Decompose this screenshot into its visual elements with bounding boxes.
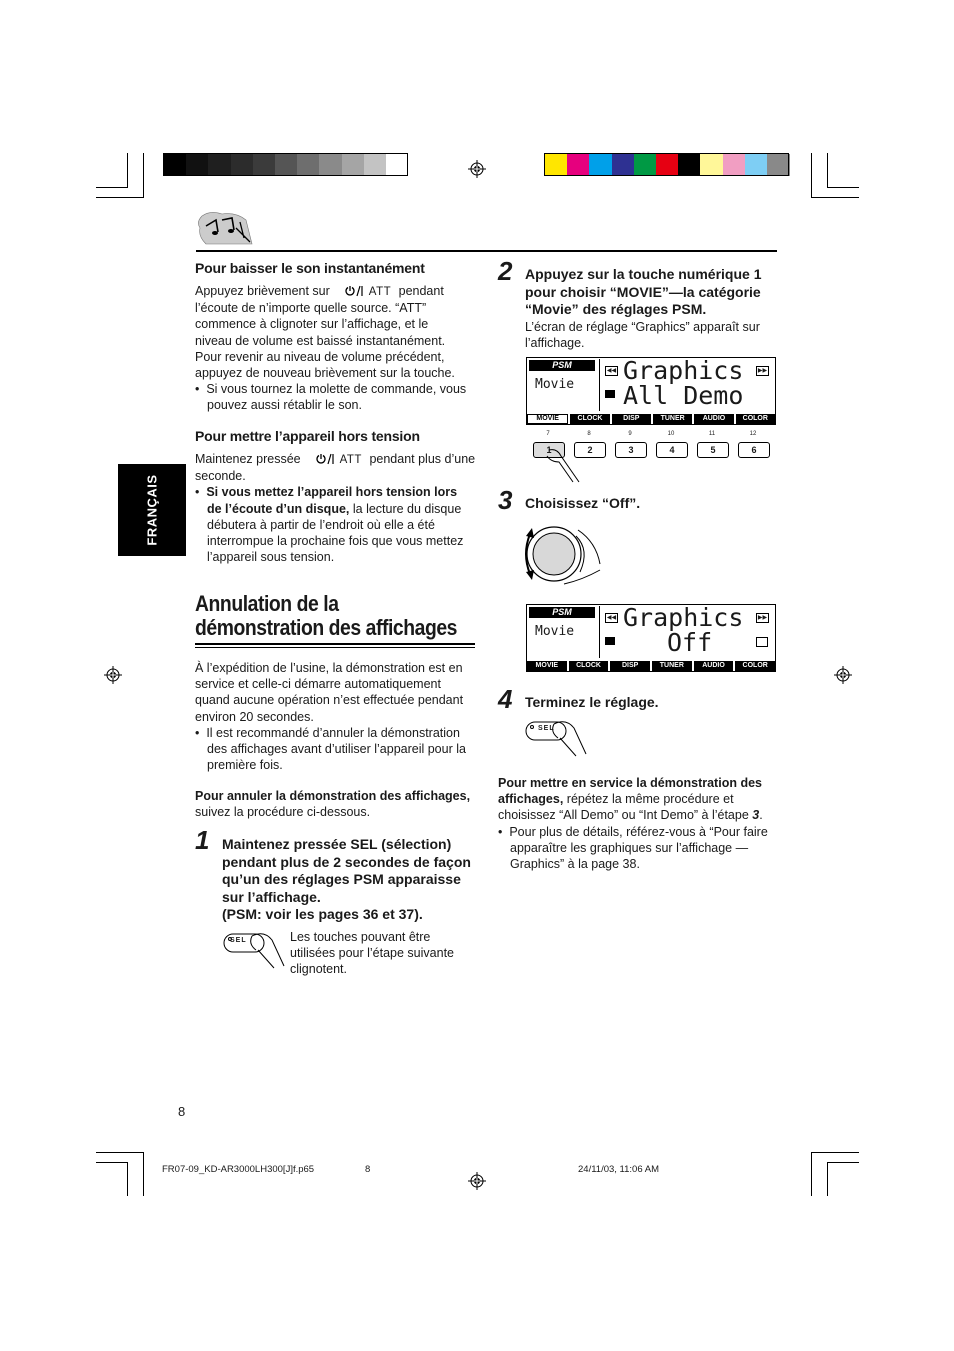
step-number: 3 xyxy=(498,485,513,515)
tab-disp: DISP xyxy=(610,661,650,671)
lcd-display xyxy=(526,604,776,672)
att-label: ATT xyxy=(368,286,392,298)
lcd-divider xyxy=(599,359,600,411)
lcd-tab-row xyxy=(527,661,775,671)
bullet-item: • Si vous mettez l’appareil hors tension lors de l’écoute d’un disque, la lecture du disque débutera à partir de l’endroit où elle a été interrompue la prochaine fois que vous mettez l’appareil sous tension. xyxy=(195,485,464,565)
finger-press-icon xyxy=(545,448,585,484)
language-tab xyxy=(118,464,186,556)
tab-movie: MOVIE xyxy=(527,661,567,671)
header-rule xyxy=(196,250,777,252)
crop-mark xyxy=(96,197,144,198)
registration-mark-icon xyxy=(834,666,852,684)
step-text: Maintenez pressée SEL (sélection) pendant plus de 2 secondes de façon qu’un des réglages PSM apparaisse sur l’affichage. xyxy=(222,836,471,905)
grayscale-bar-border xyxy=(163,153,408,176)
text-line: commence à clignoter sur l’affichage, et le xyxy=(195,317,429,332)
lcd-tab-row xyxy=(527,414,775,424)
text-run: . xyxy=(759,808,763,823)
cancel-instruction xyxy=(195,788,475,820)
left-arrow-icon xyxy=(605,637,615,645)
text-line: Pour revenir au niveau de volume précédent, xyxy=(195,349,445,364)
step-reference: (PSM: voir les pages 36 et 37). xyxy=(222,906,423,922)
step-1-note: Les touches pouvant être utilisées pour l’étape suivante clignotent. xyxy=(290,930,454,977)
color-bar-border xyxy=(544,153,789,176)
step-number: 1 xyxy=(195,825,210,855)
lcd-line-1: Graphics xyxy=(623,603,744,632)
key-alt-number: 10 xyxy=(667,431,675,437)
crop-mark xyxy=(96,1152,144,1153)
power-att-icon xyxy=(314,453,334,465)
text-run: Maintenez pressée xyxy=(195,452,301,466)
sel-button-label: SEL xyxy=(538,725,555,732)
number-key-3: 3 xyxy=(615,442,647,458)
registration-mark-icon xyxy=(468,1172,486,1190)
enable-instruction xyxy=(498,775,778,872)
text-line: appuyez de nouveau brièvement sur la touche. xyxy=(195,366,455,381)
next-icon: ▶▶ xyxy=(757,368,768,374)
number-key-6: 6 xyxy=(738,442,770,458)
lcd-display xyxy=(526,357,776,425)
text-line: l’écoute de n’importe quelle source. “ATT” xyxy=(195,301,427,316)
bullet-text: Pour plus de détails, référez-vous à “Pour faire apparaître les graphiques sur l’affichage —Graphics” à la page 38. xyxy=(509,824,768,872)
text-run: pendant plus d’une xyxy=(369,452,476,466)
lcd-category: Movie xyxy=(535,377,575,392)
tab-disp: DISP xyxy=(612,414,651,424)
step-3-text: Choisissez “Off”. xyxy=(525,495,641,511)
tab-color: COLOR xyxy=(735,661,775,671)
crop-mark xyxy=(827,153,828,187)
bullet-item: • Il est recommandé d’annuler la démonstration des affichages avant d’utiliser l’appareil pour la première fois. xyxy=(195,725,466,773)
crop-mark xyxy=(811,1152,859,1153)
crop-mark xyxy=(811,1152,812,1196)
right-arrow-icon xyxy=(756,637,768,647)
control-dial-icon xyxy=(520,520,602,588)
tab-tuner: TUNER xyxy=(652,661,692,671)
lcd-category: Movie xyxy=(535,624,575,639)
registration-mark-icon xyxy=(104,666,122,684)
step-number: 2 xyxy=(498,256,513,286)
next-icon: ▶▶ xyxy=(757,615,768,621)
prev-icon: ◀◀ xyxy=(606,615,617,621)
number-key-2: 2 xyxy=(574,442,606,458)
intro-paragraph xyxy=(195,660,475,773)
tab-audio: AUDIO xyxy=(694,414,733,424)
crop-mark xyxy=(827,1162,859,1163)
crop-mark xyxy=(827,187,859,188)
registration-mark-icon xyxy=(468,160,486,178)
prev-icon: ◀◀ xyxy=(606,368,617,374)
step-number: 4 xyxy=(498,684,513,714)
page-title-line: Annulation de la xyxy=(195,591,339,616)
power-att-icon xyxy=(343,285,363,297)
bullet-text: Il est recommandé d’annuler la démonstration des affichages avant d’utiliser l’appareil pour la première fois. xyxy=(206,725,466,773)
bullet-text: Si vous tournez la molette de commande, vous pouvez aussi rétablir le son. xyxy=(206,382,467,413)
text-line: seconde. xyxy=(195,469,246,484)
text-run: suivez la procédure ci-dessous. xyxy=(195,805,371,820)
text-run: répétez la même procédure et choisissez “All Demo” ou “Int Demo” à l’étape xyxy=(498,792,753,823)
key-alt-number: 7 xyxy=(546,431,550,437)
page-title-line: démonstration des affichages xyxy=(195,615,458,640)
tab-audio: AUDIO xyxy=(694,661,734,671)
footer-page: 8 xyxy=(365,1164,371,1175)
bullet-item: • Si vous tournez la molette de commande, vous pouvez aussi rétablir le son. xyxy=(195,382,467,413)
key-alt-number: 8 xyxy=(587,431,591,437)
sel-button-hand-icon xyxy=(222,928,286,970)
tab-clock: CLOCK xyxy=(570,414,609,424)
bullet-text: la lecture du disque débutera à partir de l’endroit où elle a été interrompue la prochaine fois que vous mettez l’appareil sous tension. xyxy=(207,501,464,565)
lcd-line-1: Graphics xyxy=(623,356,744,385)
footer-date: 24/11/03, 11:06 AM xyxy=(578,1164,659,1175)
text-run: Appuyez brièvement sur xyxy=(195,284,330,298)
tab-color: COLOR xyxy=(736,414,775,424)
crop-mark xyxy=(127,1162,128,1196)
page-title xyxy=(195,592,457,640)
text-run: pendant xyxy=(398,284,444,298)
crop-mark xyxy=(811,153,812,197)
crop-mark xyxy=(96,187,128,188)
intro-text: À l’expédition de l’usine, la démonstration est en service et celle-ci démarre automatiquement quand aucune opération n’est effectuée pendant environ 20 secondes. xyxy=(195,661,464,724)
step-4-text: Terminez le réglage. xyxy=(525,694,659,710)
tab-clock: CLOCK xyxy=(569,661,609,671)
psm-badge: PSM xyxy=(529,360,595,371)
music-notes-icon xyxy=(196,210,254,246)
text-run-bold: Pour mettre en service la démonstration des affichages, xyxy=(498,776,762,807)
section-heading-power-off: Pour mettre l’appareil hors tension xyxy=(195,428,420,444)
key-alt-number: 9 xyxy=(628,431,632,437)
crop-mark xyxy=(811,197,859,198)
bullet-text-bold: Si vous mettez l’appareil hors tension lors de l’écoute d’un disque, xyxy=(206,485,458,516)
step-ref: 3 xyxy=(752,808,760,823)
key-alt-number: 11 xyxy=(708,431,716,437)
text-line: niveau de volume est baissé instantanément. xyxy=(195,333,446,348)
att-label: ATT xyxy=(339,454,362,466)
text-run-bold: Pour annuler la démonstration des affichages, xyxy=(195,789,471,803)
step-2-text: Appuyez sur la touche numérique 1 pour choisir “MOVIE”—la catégorie “Movie” des réglages PSM. xyxy=(525,266,762,317)
page-number: 8 xyxy=(178,1104,186,1119)
footer-file: FR07-09_KD-AR3000LH300[J]f.p65 xyxy=(162,1164,315,1175)
crop-mark xyxy=(143,1152,144,1196)
lcd-line-2: All Demo xyxy=(623,381,744,410)
number-key-5: 5 xyxy=(697,442,729,458)
step-2-note: L’écran de réglage “Graphics” apparaît sur l’affichage. xyxy=(525,320,760,351)
section-heading-mute: Pour baisser le son instantanément xyxy=(195,260,425,276)
psm-badge: PSM xyxy=(529,607,595,618)
number-key-1: 1 xyxy=(533,442,565,458)
left-arrow-icon xyxy=(605,390,615,398)
sel-button-hand-icon xyxy=(524,716,588,758)
title-rule xyxy=(195,643,475,645)
section-body-mute xyxy=(195,283,475,414)
lcd-divider xyxy=(599,606,600,658)
step-1-text xyxy=(222,836,472,924)
tab-tuner: TUNER xyxy=(653,414,692,424)
key-alt-number: 12 xyxy=(749,431,757,437)
number-key-4: 4 xyxy=(656,442,688,458)
bullet-item: • Pour plus de détails, référez-vous à “Pour faire apparaître les graphiques sur l’affichage —Graphics” à la page 38. xyxy=(498,824,768,872)
crop-mark xyxy=(827,1162,828,1196)
sel-button-label: SEL xyxy=(230,937,247,944)
title-rule xyxy=(195,647,475,648)
tab-movie: MOVIE xyxy=(527,414,568,424)
crop-mark xyxy=(127,153,128,187)
lcd-line-2: Off xyxy=(667,628,713,657)
section-body-power-off xyxy=(195,451,475,565)
crop-mark xyxy=(96,1162,128,1163)
language-tab-label: FRANÇAIS xyxy=(144,474,160,546)
crop-mark xyxy=(143,153,144,197)
